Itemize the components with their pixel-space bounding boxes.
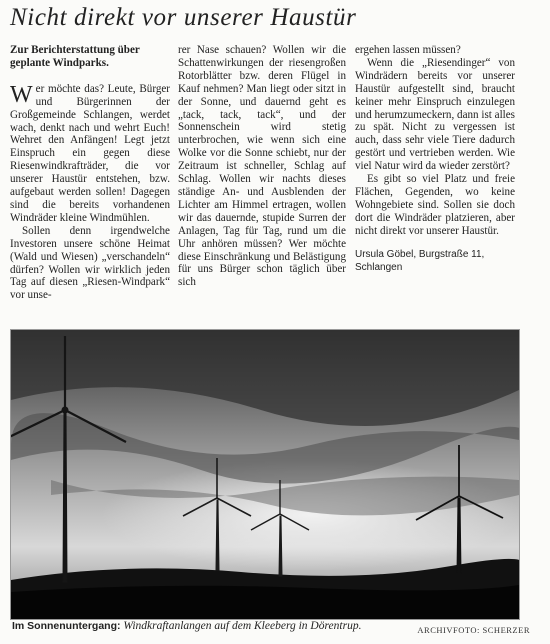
paragraph: Sollen denn irgendwelche Investoren unsere schöne Heimat (Wald und Wiesen) „verschandeln“ dürfen? Wollen wir wirklich jeden Tag auf diesen „Riesen-Windpark“ vor unse- xyxy=(10,224,170,302)
paragraph xyxy=(10,83,170,225)
article-column-1 xyxy=(10,44,170,302)
article-column-3 xyxy=(355,44,515,274)
subheading: Zur Berichterstattung über geplante Windparks. xyxy=(10,44,140,69)
photo-credit: ARCHIVFOTO: SCHERZER xyxy=(417,625,530,635)
paragraph: Es gibt so viel Platz und freie Flächen, Gegenden, wo keine Wohngebiete sind. Sollen sie doch dort die Windräder platzieren, aber nicht direkt vor unserer Haustür. xyxy=(355,173,515,237)
drop-cap: W xyxy=(10,81,33,108)
paragraph: Wenn die „Riesendinger“ von Windrädern bereits vor unserer Haustür aufgestellt sind, braucht keiner mehr Einspruch einzulegen und herumzumeckern, dann ist alles zu spät. Nicht zu vergessen ist auch, dass sehr viele Tiere dadurch gestört und vertrieben werden. Wie viel Natur wird da wieder zerstört? xyxy=(355,56,515,173)
article-column-2 xyxy=(178,44,346,289)
caption-text: Windkraftanlangen auf dem Kleeberg in Dörentrup. xyxy=(123,620,362,632)
paragraph-text: er möchte das? Leute, Bürger und Bürgerinnen der Großgemeinde Schlangen, werdet wach, denkt nach und wehrt Euch! Wehret den Anfängen! Legt jetzt Einspruch ein gegen diese Riesenwindkrafträder, die vor unserer Haustür entstehen, bzw. aufgebaut werden sollen! Dagegen sind die bereits vorhandenen Windräder kleine Windmühlen. xyxy=(10,82,170,224)
paragraph: rer Nase schauen? Wollen wir die Schattenwirkungen der riesengroßen Rotorblätter bzw. deren Flügel in Kauf nehmen? Man liegt oder sitzt in der Sonne, und dauernd geht es „tack, tack, tack“, und der Sonnenschein wird stetig unterbrochen, wie wenn sich eine Wolke vor die Sonne schiebt, nur der Zeitraum ist schneller, Schlag auf Schlag. Wollen wir nachts dieses ständige An- und Ausblenden der Lichter am Himmel ertragen, wollen wir das dauernde, stupide Surren der Anlagen, Tag für Tag, rund um die Uhr anhören müssen? Wer möchte diese Einschränkung und Belästigung für uns Bürger schon täglich über sich xyxy=(178,44,346,289)
paragraph: ergehen lassen müssen? xyxy=(355,44,461,56)
headline: Nicht direkt vor unserer Haustür xyxy=(10,4,357,31)
wind-turbine-photo xyxy=(10,329,520,620)
caption-label: Im Sonnenuntergang: xyxy=(12,620,121,632)
author-signature: Ursula Göbel, Burgstraße 11, Schlangen xyxy=(355,248,485,273)
sunset-wind-turbines-image xyxy=(11,330,519,619)
